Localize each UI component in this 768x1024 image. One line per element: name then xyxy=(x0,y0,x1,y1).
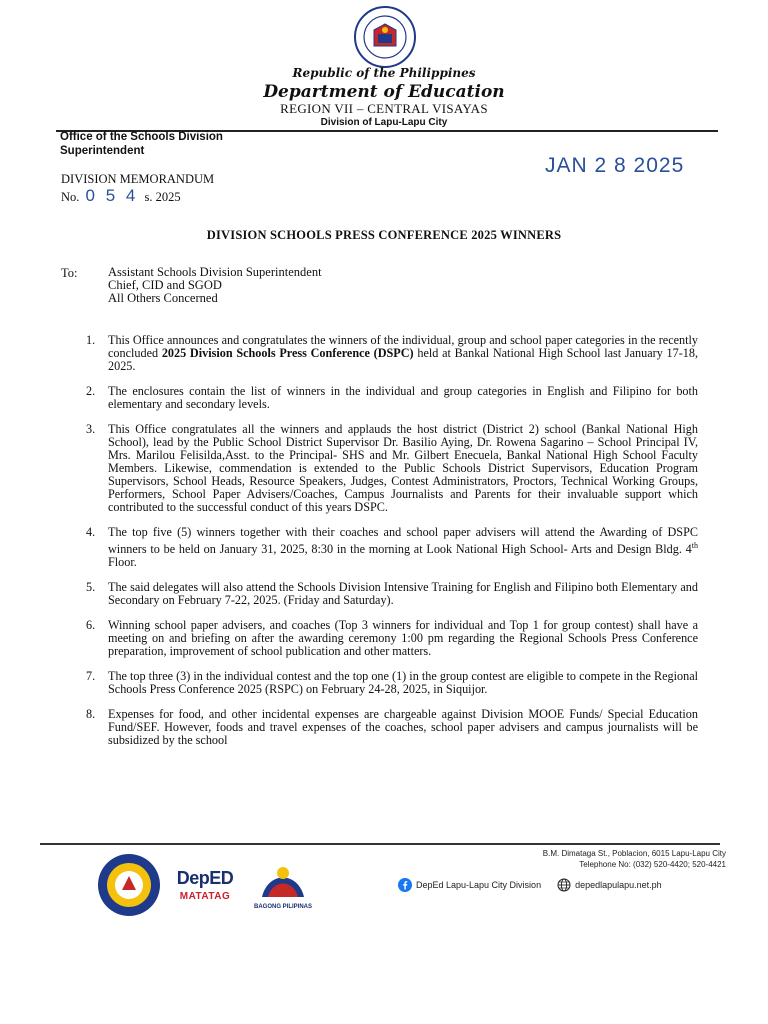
memo-item xyxy=(86,334,698,373)
facebook-icon xyxy=(398,878,412,892)
memo-item xyxy=(86,423,698,514)
deped-matatag-logo: DepED MATATAG xyxy=(176,868,234,902)
memo-items xyxy=(86,334,698,747)
footer-divider xyxy=(40,843,720,845)
item-text: This Office congratulates all the winners and applauds the host district (District 2) school (Bankal National High School), lead by the Public School District Supervisor Dr. Basilio Aying, Dr. Rowena Sagarino – School Principal IV, Mrs. Marilou Felisilda,Asst. to the Principal- SHS and Mr. Gilbert Enecuela, Bankal National High School Faculty Members. Likewise, commendation is extended to the Public Schools District Supervisors, Education Program Supervisors, School Heads, Resource Speakers, Judges, Contest Administrators, Proctors, Technical Working Groups, Performers, School Paper Advisers/Coaches, Campus Journalists and Parents for their invaluable support which contributed to the successful conduct of this years DSPC. xyxy=(108,422,698,514)
to-label: To: xyxy=(61,266,78,280)
memo-number: 0 5 4 xyxy=(85,186,139,205)
deped-seal-icon xyxy=(354,6,416,68)
item-number: 3. xyxy=(86,422,96,436)
memo-series: s. 2025 xyxy=(144,190,181,204)
memo-item xyxy=(86,581,698,607)
item-text: Winning school paper advisers, and coaches (Top 3 winners for individual and Top 1 for group contest) shall have a meeting on and briefing on after the awarding ceremony 1:00 pm regarding the Regional Schools Press Conference preparation, improvement of school publication and other matters. xyxy=(108,618,698,659)
item-text: This Office announces and congratulates the winners of the individual, group and school paper categories in the recently concluded 2025 Division Schools Press Conference (DSPC) held at Bankal National High School last January 17-18, 2025. xyxy=(108,333,698,373)
memo-item xyxy=(86,670,698,696)
memo-title: DIVISION SCHOOLS PRESS CONFERENCE 2025 WINNERS xyxy=(206,228,562,242)
facebook-link[interactable]: DepEd Lapu-Lapu City Division xyxy=(416,880,542,890)
memo-item xyxy=(86,385,698,411)
memo-number-row xyxy=(61,186,181,206)
division-line: Division of Lapu-Lapu City xyxy=(320,117,448,128)
item-text: The enclosures contain the list of winners in the individual and group categories in English and Filipino for both elementary and secondary levels. xyxy=(108,384,698,411)
bagong-pilipinas-icon xyxy=(258,861,308,901)
item-number: 8. xyxy=(86,707,96,722)
memo-label: DIVISION MEMORANDUM xyxy=(61,172,215,186)
address-line: B.M. Dimataga St., Poblacion, 6015 Lapu-Lapu City xyxy=(542,849,726,858)
memo-item xyxy=(86,708,698,747)
republic-line: Republic of the Philippines xyxy=(292,66,476,80)
footer-contacts xyxy=(398,878,662,892)
website-link[interactable]: depedlapulapu.net.ph xyxy=(575,880,662,890)
recipient: Assistant Schools Division Superintendent xyxy=(108,265,322,279)
item-number: 1. xyxy=(86,333,96,347)
recipient: All Others Concerned xyxy=(108,291,218,305)
division-seal-icon xyxy=(96,852,162,918)
globe-icon xyxy=(557,878,571,892)
item-number: 7. xyxy=(86,669,96,684)
recipient-list xyxy=(108,266,322,305)
region-line: REGION VII – CENTRAL VISAYAS xyxy=(280,101,488,116)
item-number: 4. xyxy=(86,525,96,539)
item-text: The top five (5) winners together with their coaches and school paper advisers will attend the Awarding of DSPC winners to be held on January 31, 2025, 8:30 in the morning at Look National High School- Arts and Design Bldg. 4th Floor. xyxy=(108,525,698,570)
item-number: 6. xyxy=(86,618,96,633)
telephone-line: Telephone No: (032) 520-4420; 520-4421 xyxy=(579,860,726,869)
footer-logos xyxy=(96,850,318,920)
date-stamp: JAN 2 8 2025 xyxy=(545,154,685,177)
memo-item xyxy=(86,619,698,658)
recipient: Chief, CID and SGOD xyxy=(108,278,222,292)
item-number: 5. xyxy=(86,580,96,595)
item-text: The said delegates will also attend the Schools Division Intensive Training for English and Filipino both Elementary and Secondary on February 7-22, 2025. (Friday and Saturday). xyxy=(108,580,698,608)
footer-address xyxy=(543,848,726,870)
office-label: Office of the Schools Division Superintendent xyxy=(60,131,223,157)
bagong-pilipinas-logo: BAGONG PILIPINAS xyxy=(248,852,318,918)
item-text: Expenses for food, and other incidental expenses are chargeable against Division MOOE Funds/ Special Education Fund/SEF. However, foods and travel expenses of the coaches, school paper advisers and campus journalists will be subsidized by the school xyxy=(108,707,698,748)
item-number: 2. xyxy=(86,384,96,398)
memo-no-label: No. xyxy=(61,190,80,204)
department-name: Department of Education xyxy=(263,82,505,102)
memo-item xyxy=(86,526,698,569)
item-text: The top three (3) in the individual contest and the top one (1) in the group contest are eligible to compete in the Regional Schools Press Conference 2025 (RSPC) on February 24-28, 2025, in Siquijor. xyxy=(108,669,698,697)
